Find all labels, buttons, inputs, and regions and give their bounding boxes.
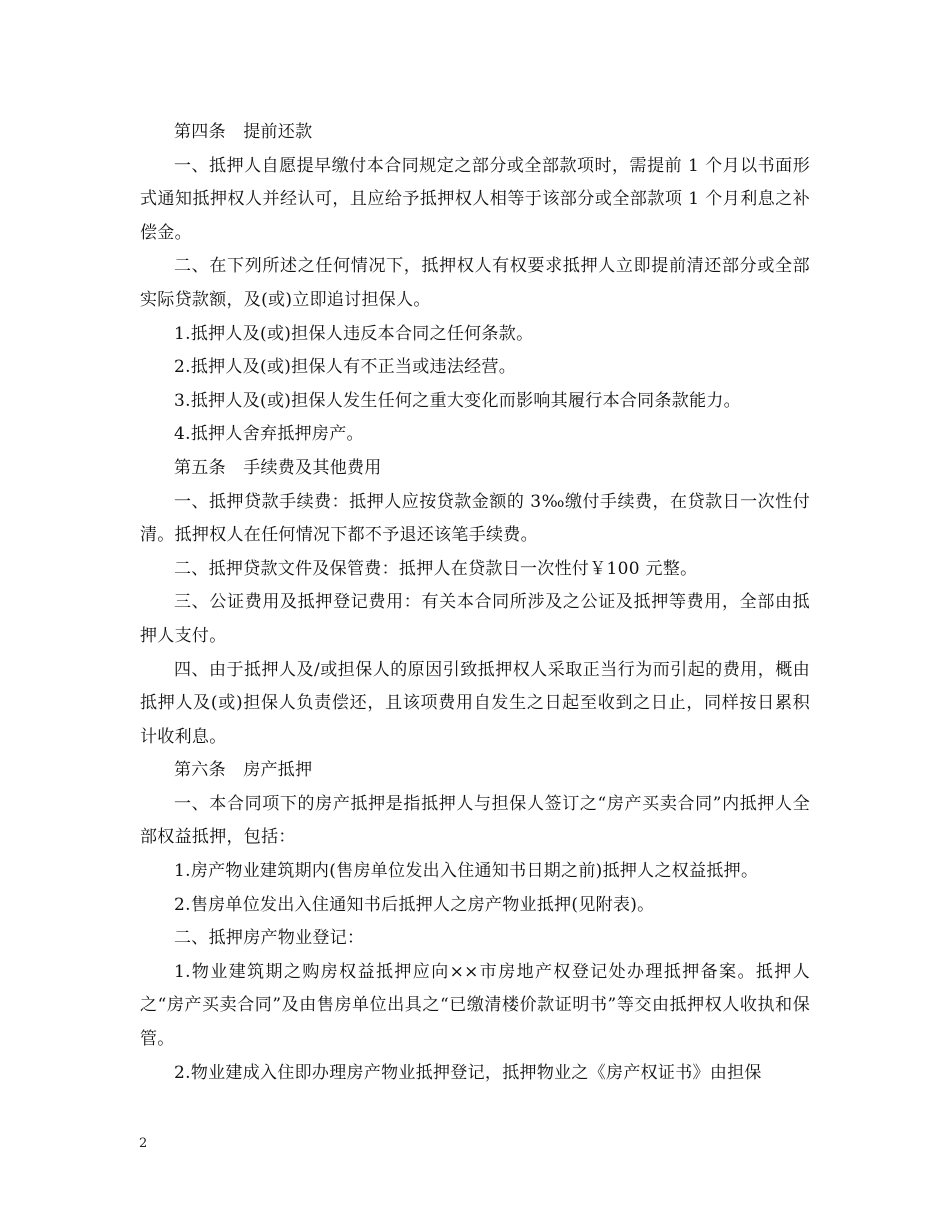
article-6-item-1: 1.房产物业建筑期内(售房单位发出入住通知书日期之前)抵押人之权益抵押。 <box>174 861 759 882</box>
article-4-item-3: 3.抵押人及(或)担保人发生任何之重大变化而影响其履行本合同条款能力。 <box>174 390 741 411</box>
article-5-heading: 第五条 手续费及其他费用 <box>174 457 382 478</box>
article-4-item-1: 1.抵押人及(或)担保人违反本合同之任何条款。 <box>174 323 534 344</box>
article-5-clause-4: 四、由于抵押人及/或担保人的原因引致抵押权人采取正当行为而引起的费用，概由抵押人及(或)担保人负责偿还，且该项费用自发生之日起至收到之日止，同样按日累积计收利息。 <box>140 659 810 747</box>
article-4-clause-2: 二、在下列所述之任何情况下，抵押权人有权要求抵押人立即提前清还部分或全部实际贷款额，及(或)立即追讨担保人。 <box>140 256 810 310</box>
page-number: 2 <box>139 1136 148 1151</box>
article-5-clause-3: 三、公证费用及抵押登记费用：有关本合同所涉及之公证及抵押等费用，全部由抵押人支付。 <box>140 592 810 646</box>
article-6-clause-1: 一、本合同项下的房产抵押是指抵押人与担保人签订之“房产买卖合同”内抵押人全部权益抵押，包括： <box>140 793 810 848</box>
document-body <box>140 116 810 1090</box>
article-4-item-2: 2.抵押人及(或)担保人有不正当或违法经营。 <box>174 357 517 378</box>
article-4-heading: 第四条 提前还款 <box>174 122 313 142</box>
article-6-clause-2-item-1: 1.物业建筑期之购房权益抵押应向××市房地产权登记处办理抵押备案。抵押人之“房产买卖合同”及由售房单位出具之“已缴清楼价款证明书”等交由抵押权人收执和保管。 <box>140 961 810 1050</box>
article-4-clause-1: 一、抵押人自愿提早缴付本合同规定之部分或全部款项时，需提前 1 个月以书面形式通知抵押权人并经认可，且应给予抵押权人相等于该部分或全部款项 1 个月利息之补偿金。 <box>140 155 810 243</box>
article-6-clause-2: 二、抵押房产物业登记： <box>174 928 365 949</box>
article-5-clause-1: 一、抵押贷款手续费：抵押人应按贷款金额的 3‰缴付手续费，在贷款日一次性付清。抵押权人在任何情况下都不予退还该笔手续费。 <box>140 491 810 546</box>
article-4-item-4: 4.抵押人舍弃抵押房产。 <box>174 424 364 445</box>
article-6-item-2: 2.售房单位发出入住通知书后抵押人之房产物业抵押(见附表)。 <box>174 894 655 915</box>
article-5-clause-2: 二、抵押贷款文件及保管费：抵押人在贷款日一次性付￥100 元整。 <box>174 558 698 579</box>
article-6-clause-2-item-2: 2.物业建成入住即办理房产物业抵押登记，抵押物业之《房产权证书》由担保 <box>174 1062 762 1083</box>
article-6-heading: 第六条 房产抵押 <box>174 760 313 781</box>
